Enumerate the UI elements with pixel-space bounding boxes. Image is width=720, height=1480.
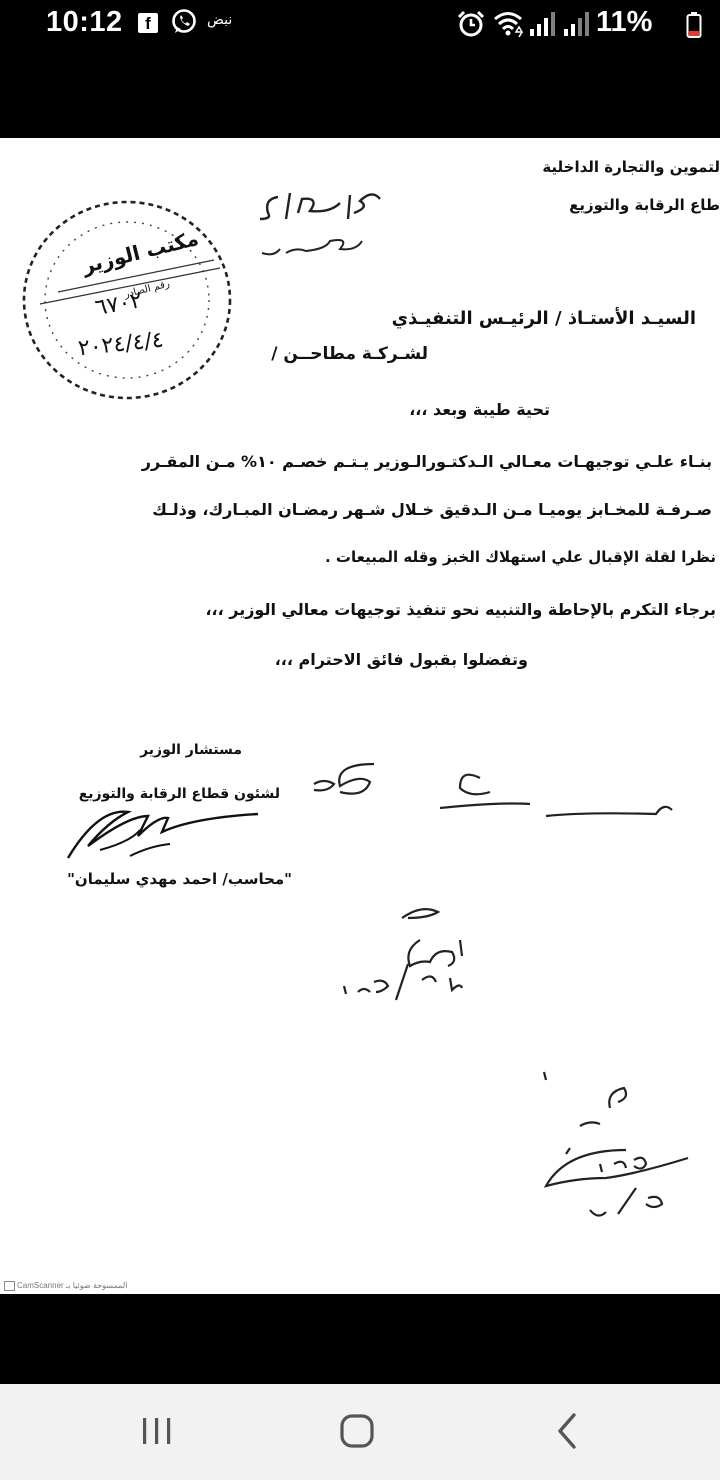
greeting-line: تحية طيبة وبعد ،،، xyxy=(409,400,550,419)
home-button[interactable] xyxy=(298,1384,418,1480)
signal-icon xyxy=(562,12,590,42)
status-bar xyxy=(0,0,720,50)
battery-percent: 11% xyxy=(596,6,653,38)
signatory-title: مستشار الوزير xyxy=(140,742,242,758)
stamp-number: ٦٧٠٢ xyxy=(92,288,144,321)
recent-apps-icon xyxy=(128,1406,188,1456)
scanner-watermark-text: CamScanner الممسوحة ضوئيا بـ xyxy=(17,1281,128,1291)
handwritten-annotation xyxy=(330,894,480,1014)
scanner-watermark xyxy=(4,1281,127,1291)
signatory-sector: لشئون قطاع الرقابة والتوزيع xyxy=(78,786,280,802)
back-button[interactable] xyxy=(510,1384,630,1480)
alarm-icon xyxy=(456,9,486,43)
scanner-logo-icon xyxy=(4,1281,15,1291)
closing-line: وتفضلوا بقبول فائق الاحترام ،،، xyxy=(274,650,528,669)
facebook-icon: f xyxy=(138,13,158,33)
app-notification-label: نبض xyxy=(207,12,233,28)
wifi-icon xyxy=(492,8,526,42)
handwritten-annotation xyxy=(250,183,390,273)
body-line-1: بنـاء علـي توجيهـات معـالي الـدكتـورالـوزير يـتـم خصـم ١٠% مـن المقـرر xyxy=(141,452,712,471)
signatory-name: "محاسب/ احمد مهدي سليمان" xyxy=(67,870,292,888)
stamp-title: مكتب الوزير xyxy=(80,225,202,279)
handwritten-annotation xyxy=(300,754,680,834)
handwritten-annotation xyxy=(530,1064,700,1234)
stamp-number-label: رقم الصادر xyxy=(123,278,171,301)
home-icon xyxy=(328,1406,388,1456)
body-line-3: نظرا لقلة الإقبال علي استهلاك الخبز وقله المبيعات . xyxy=(325,548,716,566)
signal-icon xyxy=(528,12,556,42)
recent-apps-button[interactable] xyxy=(98,1384,218,1480)
sector-header: طاع الرقابة والتوزيع xyxy=(569,196,720,214)
signature xyxy=(60,798,270,868)
battery-low-icon xyxy=(686,12,702,42)
body-line-2: صـرفـة للمخـابز يوميـا مـن الـدقيق خـلال شـهر رمضـان المبـارك، وذلـك xyxy=(152,500,712,519)
scanned-document[interactable] xyxy=(0,138,720,1294)
office-stamp xyxy=(14,188,240,408)
stamp-date: ٢٠٢٤/٤/٤ xyxy=(77,327,166,362)
addressee-company: لشـركـة مطاحــن / xyxy=(271,344,428,364)
status-time: 10:12 xyxy=(46,6,123,38)
addressee-title: السيـد الأستـاذ / الرئيـس التنفيـذي xyxy=(391,308,696,329)
back-icon xyxy=(540,1406,600,1456)
request-line: برجاء التكرم بالإحاطة والتنبيه نحو تنفيذ توجيهات معالي الوزير ،،، xyxy=(205,600,716,619)
navigation-bar xyxy=(0,1384,720,1480)
ministry-header: لتموين والتجارة الداخلية xyxy=(542,158,720,176)
whatsapp-icon xyxy=(170,8,198,40)
